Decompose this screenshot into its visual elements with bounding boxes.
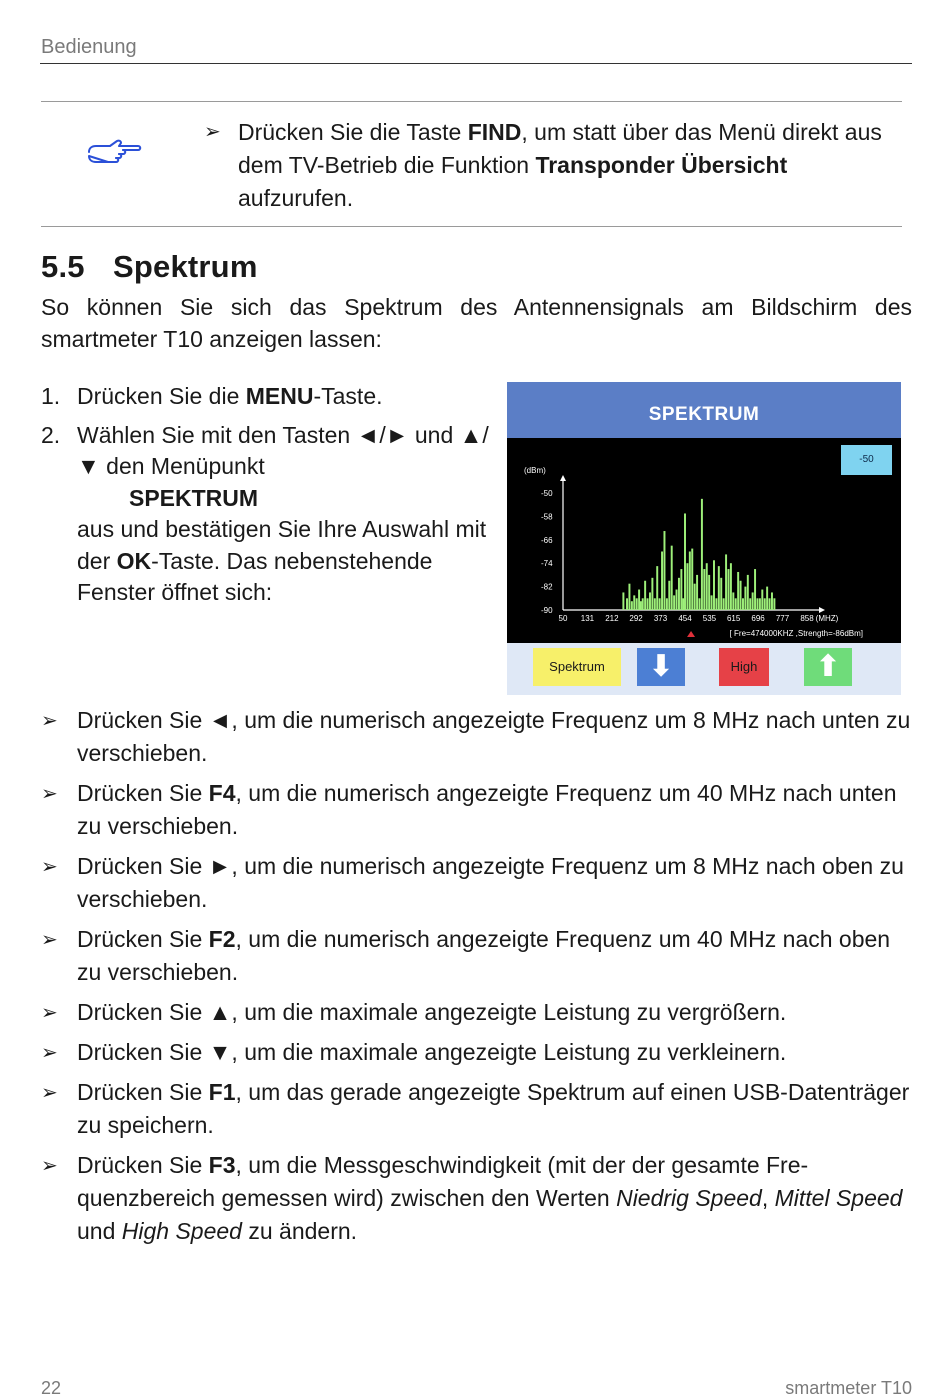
spectrum-bar [684, 513, 686, 610]
x-tick-label: 373 [653, 614, 668, 623]
instruction-text [77, 926, 890, 985]
note-text [238, 116, 904, 215]
instruction-item [41, 996, 912, 1029]
instruction-text [77, 1039, 786, 1065]
spectrum-bar [642, 598, 644, 610]
spectrum-bar [735, 598, 737, 610]
arrow-bullet-icon: ➢ [41, 1042, 58, 1064]
spectrum-bar [713, 560, 715, 610]
save-spectrum-key: Spektrum [533, 648, 621, 686]
section-intro: So können Sie sich das Spektrum des Antennensignals am Bildschirm des smartmeter T10 anzeigen lassen: [41, 294, 912, 352]
spectrum-bar [631, 601, 633, 610]
spectrum-bar [744, 587, 746, 610]
arrow-bullet-icon: ➢ [41, 1155, 58, 1177]
instruction-item [41, 850, 912, 916]
speed-key: High [719, 648, 769, 686]
spectrum-bar [644, 581, 646, 610]
instruction-run: , um das gerade angezeigte Spektrum auf einen USB-Datenträger zu speichern. [77, 1079, 910, 1138]
step-text [77, 516, 486, 605]
instruction-item [41, 923, 912, 989]
spectrum-bar [740, 581, 742, 610]
x-tick-label: 696 [751, 614, 765, 623]
instruction-run: Drücken Sie [77, 1079, 209, 1105]
y-tick-label: -66 [541, 535, 553, 545]
note-run: aufzurufen. [238, 185, 354, 211]
instruction-text [77, 707, 910, 766]
running-header: Bedienung [41, 36, 137, 58]
spectrum-bar [668, 581, 670, 610]
spectrum-bar [718, 566, 720, 610]
spectrum-bar [680, 569, 682, 610]
step-item [41, 420, 491, 609]
spectrum-bar [720, 578, 722, 610]
arrow-bullet-icon: ➢ [41, 783, 58, 805]
instruction-run: Drücken Sie ▲, um die maximale angezeigte Leistung zu vergrößern. [77, 999, 787, 1025]
spectrum-bar [761, 590, 763, 610]
spectrum-bar [671, 546, 673, 610]
arrow-bullet-icon: ➢ [41, 710, 58, 732]
spectrum-bar [759, 598, 761, 610]
spectrum-bar [666, 598, 668, 610]
step-item [41, 381, 491, 413]
spectrum-bar [633, 595, 635, 610]
spectrum-bar [756, 598, 758, 610]
step-number: 2. [41, 421, 61, 448]
y-axis-arrow [560, 475, 566, 481]
instruction-item [41, 704, 912, 770]
spectrum-bar [656, 566, 658, 610]
instruction-run: Drücken Sie ◄, um die numerisch angezeigte Frequenz um 8 MHz nach unten zu verschieben. [77, 707, 911, 766]
spectrum-bar [723, 598, 725, 610]
instruction-list [41, 704, 912, 1255]
spectrum-bar [732, 592, 734, 610]
footer-product: smartmeter T10 [785, 1378, 912, 1398]
instruction-text [77, 853, 904, 912]
spectrum-bar [676, 590, 678, 610]
spectrum-bar [708, 575, 710, 610]
level-box: -50 [841, 445, 892, 475]
spectrum-bar [766, 587, 768, 610]
spectrum-bar [706, 563, 708, 610]
instruction-item [41, 1076, 912, 1142]
spectrum-bar [696, 575, 698, 610]
instruction-run: Drücken Sie [77, 926, 209, 952]
instruction-item [41, 1036, 912, 1069]
instruction-run: F3 [208, 1152, 236, 1178]
x-tick-label: 858 [800, 614, 814, 623]
header-rule [40, 63, 912, 64]
section-title: Spektrum [113, 249, 258, 284]
note-rule-bottom [41, 226, 902, 227]
x-tick-label: 50 [558, 614, 568, 623]
spectrum-bar [649, 592, 651, 610]
spectrum-bar [703, 569, 705, 610]
spectrum-bar [711, 595, 713, 610]
spectrum-bar [694, 584, 696, 610]
instruction-run: , um die numerisch angezeigte Frequenz um 40 MHz nach unten zu verschieben. [77, 780, 897, 839]
arrow-bullet-icon: ➢ [41, 856, 58, 878]
note-run: , um statt über das Menü direkt aus dem TV-Betrieb die Funktion [238, 119, 882, 178]
instruction-run: F1 [208, 1079, 236, 1105]
spectrum-bar [699, 598, 701, 610]
note-run: FIND [467, 119, 522, 145]
instruction-run: Niedrig Speed [616, 1185, 762, 1211]
note-run: Drücken Sie die Taste [238, 119, 468, 145]
spectrum-bar [682, 598, 684, 610]
y-tick-label: -58 [541, 512, 553, 522]
step-list [41, 381, 491, 616]
spectrum-bar [628, 584, 630, 610]
arrow-bullet-icon: ➢ [41, 929, 58, 951]
step-run: -Taste. Das nebenstehende Fenster öffnet sich: [77, 547, 433, 605]
step-run: aus und bestätigen Sie Ihre Auswahl mit der [77, 516, 487, 574]
arrow-bullet-icon: ➢ [41, 1082, 58, 1104]
x-tick-label: 292 [629, 614, 643, 623]
step-text: Wählen Sie mit den Tasten ◄/► und ▲/▼ den Menüpunkt [77, 421, 489, 479]
step-text [77, 383, 383, 409]
section-heading [41, 249, 258, 285]
instruction-run: , um die numerisch angezeigte Frequenz um 40 MHz nach oben zu verschieben. [77, 926, 891, 985]
spectrum-bar [754, 569, 756, 610]
spectrum-bar [737, 572, 739, 610]
arrow-bullet-icon: ➢ [41, 1002, 58, 1024]
spectrum-bar [659, 598, 661, 610]
x-tick-label: 212 [605, 614, 619, 623]
spectrum-screenshot [507, 382, 901, 695]
frequency-marker [687, 631, 695, 637]
spectrum-bar [769, 598, 771, 610]
x-tick-label: 131 [580, 614, 595, 623]
arrow-down-icon: ⬇ [637, 648, 685, 686]
spectrum-bar [673, 595, 675, 610]
spectrum-bar [622, 592, 624, 610]
instruction-text [77, 999, 786, 1025]
status-readout: [ Fre=474000KHZ ,Strength=-86dBm] [729, 629, 863, 638]
spectrum-bar [752, 592, 754, 610]
x-tick-label: 454 [678, 614, 692, 623]
step-run: Drücken Sie die [77, 383, 246, 409]
instruction-run: zu ändern. [241, 1218, 358, 1244]
y-tick-label: -50 [541, 489, 553, 498]
note-run: Transponder Übersicht [535, 152, 788, 178]
spectrum-bar [771, 592, 773, 610]
step-run: OK [116, 547, 152, 574]
spectrum-bar [636, 598, 638, 610]
spectrum-bar [701, 499, 703, 610]
x-tick-label: 535 [702, 614, 717, 623]
x-tick-label: 615 [726, 614, 741, 623]
x-tick-label: 777 [775, 614, 790, 623]
step-run: MENU [245, 383, 314, 409]
spectrum-bar [640, 601, 642, 610]
instruction-text [77, 780, 897, 839]
spectrum-bar [749, 598, 751, 610]
spectrum-bar [663, 531, 665, 610]
spectrum-bar [728, 569, 730, 610]
instruction-run: F2 [208, 926, 236, 952]
instruction-run: Mittel Speed [774, 1185, 903, 1211]
spectrum-bar [647, 598, 649, 610]
instruction-run: und [77, 1218, 122, 1244]
y-tick-label: -90 [541, 606, 553, 615]
instruction-run: Drücken Sie ►, um die numerisch angezeigte Frequenz um 8 MHz nach oben zu verschieben. [77, 853, 904, 912]
instruction-text [77, 1152, 902, 1244]
screen-title: SPEKTRUM [648, 404, 760, 425]
screen-title-bar [507, 382, 901, 438]
note-bullet [204, 116, 904, 215]
spectrum-bar [689, 552, 691, 611]
spectrum-bar [626, 598, 628, 610]
spectrum-bar [651, 578, 653, 610]
spectrum-bar [715, 598, 717, 610]
note-rule-top [41, 101, 902, 102]
pointing-hand-icon [86, 138, 142, 172]
spectrum-bar [691, 549, 693, 610]
spectrum-bar [747, 575, 749, 610]
menu-item-name: SPEKTRUM [129, 484, 259, 511]
screen-display [507, 382, 901, 643]
spectrum-bar [730, 563, 732, 610]
spectrum-bar [742, 598, 744, 610]
instruction-run: High Speed [121, 1218, 242, 1244]
spectrum-bar [764, 598, 766, 610]
instruction-text [77, 1079, 909, 1138]
spectrum-bar [654, 598, 656, 610]
instruction-run: Drücken Sie [77, 780, 209, 806]
spectrum-bar [773, 598, 775, 610]
page-number: 22 [41, 1378, 62, 1398]
step-run: -Taste. [313, 383, 383, 409]
instruction-run: , [761, 1185, 775, 1211]
spectrum-bar [661, 552, 663, 611]
instruction-item [41, 1149, 912, 1248]
instruction-run: F4 [208, 780, 236, 806]
arrow-bullet-icon: ➢ [204, 121, 221, 143]
y-axis-unit-label: (dBm) [524, 466, 546, 475]
instruction-item [41, 777, 912, 843]
arrow-up-icon: ⬆ [804, 648, 852, 686]
instruction-run: , um die Messgeschwindigkeit (mit der der gesamte Frequenzbereich gemessen wird) zwischen den Werten [77, 1152, 809, 1211]
instruction-run: Drücken Sie ▼, um die maximale angezeigte Leistung zu verkleinern. [77, 1039, 787, 1065]
spectrum-bar [686, 563, 688, 610]
x-axis-unit-label: (MHZ) [815, 614, 839, 623]
y-tick-label: -74 [541, 559, 553, 569]
spectrum-bar [678, 578, 680, 610]
section-number: 5.5 [41, 249, 85, 284]
y-tick-label: -82 [541, 582, 553, 592]
step-number: 1. [41, 383, 61, 409]
x-axis-arrow [819, 607, 825, 613]
spectrum-bar [638, 590, 640, 610]
spectrum-bar [725, 554, 727, 610]
instruction-run: Drücken Sie [77, 1152, 209, 1178]
